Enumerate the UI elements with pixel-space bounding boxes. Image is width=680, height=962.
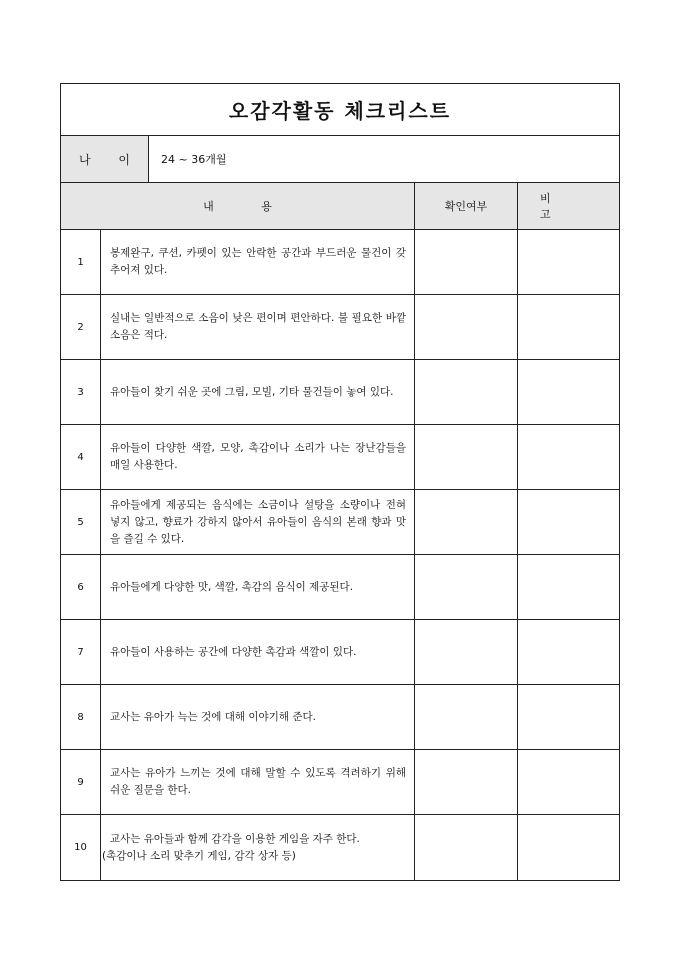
item-text: 교사는 유아들과 함께 감각을 이용한 게임을 자주 한다. <box>110 832 360 845</box>
item-text: 유아들에게 다양한 맛, 색깔, 촉감의 음식이 제공된다. <box>110 580 354 593</box>
item-text: 유아들이 사용하는 공간에 다양한 촉감과 색깔이 있다. <box>110 645 357 658</box>
item-number: 8 <box>61 685 101 749</box>
item-text: 교사는 유아가 늑는 것에 대해 이야기해 준다. <box>110 710 316 723</box>
item-number: 10 <box>61 815 101 880</box>
item-text-cell <box>101 295 415 359</box>
item-text: 유아들이 찾기 쉬운 곳에 그림, 모빌, 기타 물건들이 놓여 있다. <box>110 385 394 398</box>
header-content: 내 용 <box>61 183 415 229</box>
age-label: 나 이 <box>61 136 149 182</box>
table-row <box>61 295 619 360</box>
item-note-cell[interactable] <box>518 295 619 359</box>
item-text: 유아들이 다양한 색깔, 모양, 촉감이나 소리가 나는 장난감들을 매일 사용한다. <box>110 442 406 471</box>
table-row <box>61 815 619 880</box>
checklist-title: 오감각활동 체크리스트 <box>61 84 619 136</box>
item-text-cell <box>101 685 415 749</box>
item-check-cell[interactable] <box>415 230 518 294</box>
item-number: 6 <box>61 555 101 619</box>
item-number: 2 <box>61 295 101 359</box>
item-note-cell[interactable] <box>518 230 619 294</box>
item-note-cell[interactable] <box>518 815 619 880</box>
item-text-cell <box>101 815 415 880</box>
table-row <box>61 230 619 295</box>
item-check-cell[interactable] <box>415 685 518 749</box>
item-text-cell <box>101 490 415 554</box>
item-subtext: (촉감이나 소리 맞추기 게임, 감각 상자 등) <box>102 849 296 862</box>
item-text: 교사는 유아가 느끼는 것에 대해 말할 수 있도록 격려하기 위해 쉬운 질문을 한다. <box>110 767 406 796</box>
item-note-cell[interactable] <box>518 555 619 619</box>
item-check-cell[interactable] <box>415 815 518 880</box>
table-row <box>61 750 619 815</box>
item-number: 5 <box>61 490 101 554</box>
table-header <box>61 183 619 230</box>
item-text: 봉제완구, 쿠션, 카펫이 있는 안락한 공간과 부드러운 물건이 갖추어져 있다. <box>110 247 406 276</box>
item-check-cell[interactable] <box>415 490 518 554</box>
item-note-cell[interactable] <box>518 490 619 554</box>
item-number: 3 <box>61 360 101 424</box>
age-row <box>61 136 619 183</box>
table-row <box>61 490 619 555</box>
item-check-cell[interactable] <box>415 750 518 814</box>
item-check-cell[interactable] <box>415 620 518 684</box>
item-note-cell[interactable] <box>518 360 619 424</box>
item-text-cell <box>101 360 415 424</box>
item-note-cell[interactable] <box>518 750 619 814</box>
item-note-cell[interactable] <box>518 620 619 684</box>
item-number: 7 <box>61 620 101 684</box>
item-text-cell <box>101 620 415 684</box>
checklist-table <box>60 83 620 881</box>
item-text-cell <box>101 750 415 814</box>
item-check-cell[interactable] <box>415 425 518 489</box>
item-check-cell[interactable] <box>415 555 518 619</box>
header-check: 확인여부 <box>415 183 518 229</box>
table-row <box>61 555 619 620</box>
item-check-cell[interactable] <box>415 295 518 359</box>
checklist-rows <box>61 230 619 880</box>
item-note-cell[interactable] <box>518 685 619 749</box>
item-text: 유아들에게 제공되는 음식에는 소금이나 설탕을 소량이나 전혀 넣지 않고, 향료가 강하지 않아서 유아들이 음식의 본래 향과 맛을 즐길 수 있다. <box>110 498 406 545</box>
age-value: 24 ~ 36개월 <box>161 153 227 166</box>
item-note-cell[interactable] <box>518 425 619 489</box>
table-row <box>61 425 619 490</box>
item-number: 1 <box>61 230 101 294</box>
table-row <box>61 360 619 425</box>
item-check-cell[interactable] <box>415 360 518 424</box>
item-text-cell <box>101 555 415 619</box>
table-row <box>61 685 619 750</box>
header-note: 비 고 <box>540 192 573 221</box>
table-row <box>61 620 619 685</box>
item-text-cell <box>101 425 415 489</box>
item-text: 실내는 일반적으로 소음이 낮은 편이며 편안하다. 불 필요한 바깥 소음은 적다. <box>110 312 406 341</box>
item-text-cell <box>101 230 415 294</box>
item-number: 9 <box>61 750 101 814</box>
item-number: 4 <box>61 425 101 489</box>
